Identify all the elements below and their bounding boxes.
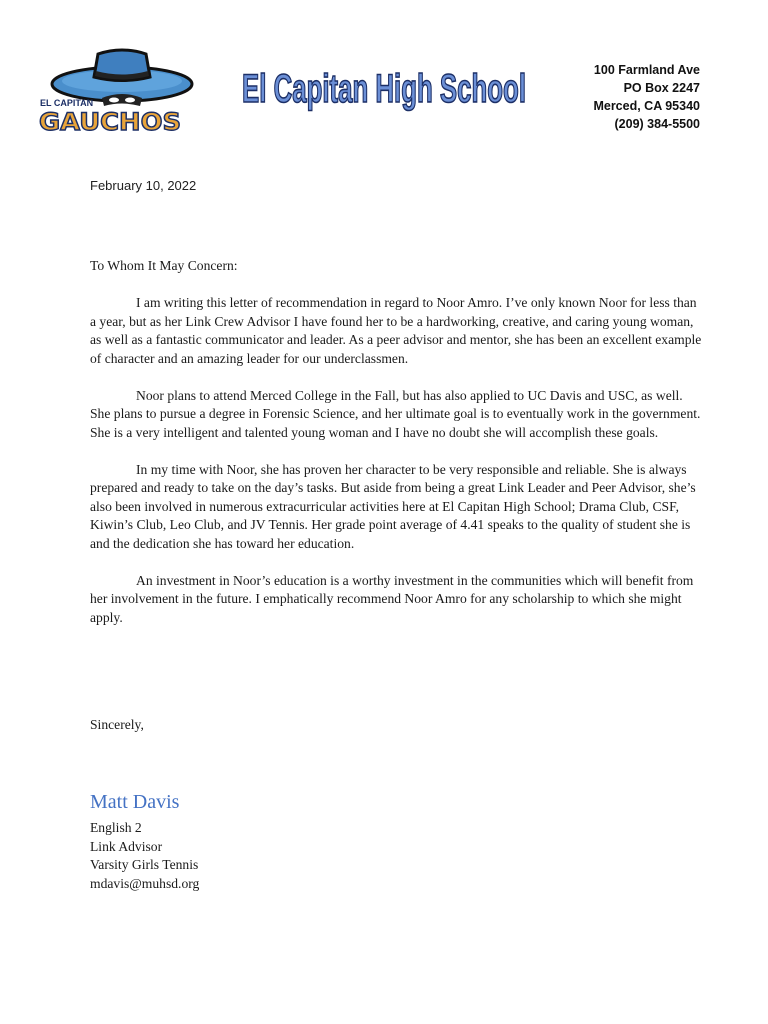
address-po-box: PO Box 2247 <box>623 81 700 95</box>
closing: Sincerely, <box>90 717 144 732</box>
body-paragraph-4: An investment in Noor’s education is a worthy investment in the communities which will benefit from her involvement in the future. I emphatically recommend Noor Amro for any scholarship to which she might apply. <box>90 572 694 625</box>
school-address <box>593 61 700 133</box>
logo-gauchos-text: GAUCHOS <box>39 108 181 136</box>
school-name-text: El Capitan High School <box>242 67 526 111</box>
address-street: 100 Farmland Ave <box>593 63 700 77</box>
body-paragraph-3: In my time with Noor, she has proven her character to be very responsible and reliable. She is always prepared and ready to take on the day’s tasks. But aside from being a great Link Leader and Peer Advisor, she’s also been involved in numerous extracurricular activities here at El Capitan High School; Drama Club, CSF, Kiwin’s Club, Leo Club, and JV Tennis. Her grade point average of 4.41 speaks to the quality of student she is and the dedication she has toward her education. <box>90 461 696 551</box>
signature-line-team: Varsity Girls Tennis <box>90 857 199 873</box>
body-paragraph-2: Noor plans to attend Merced College in the Fall, but has also applied to UC Davis and USC, as well. She plans to pursue a degree in Forensic Science, and her ultimate goal is to eventually work in the government. She is a very intelligent and talented young woman and I have no doubt she will accomplish these goals. <box>90 387 701 440</box>
logo-el-capitan-text: EL CAPITAN <box>40 98 94 108</box>
letter-body <box>90 257 702 646</box>
signature-details <box>90 819 199 893</box>
address-city: Merced, CA 95340 <box>593 99 700 113</box>
school-title <box>240 58 530 116</box>
salutation: To Whom It May Concern: <box>90 258 238 273</box>
signature-line-class: English 2 <box>90 820 142 835</box>
signature-name: Matt Davis <box>90 791 180 813</box>
gauchos-logo <box>36 44 196 136</box>
letter-date: February 10, 2022 <box>90 178 197 193</box>
signature-line-role: Link Advisor <box>90 838 163 854</box>
address-phone: (209) 384-5500 <box>614 117 700 131</box>
body-paragraph-1: I am writing this letter of recommendation in regard to Noor Amro. I’ve only known Noor for less than a year, but as her Link Crew Advisor I have found her to be a hardworking, creative, and caring young woman, as well as a fantastic communicator and leader. As a peer advisor and mentor, she has been an excellent example of character and an amazing leader for our underclassmen. <box>90 295 702 366</box>
signature-email[interactable]: mdavis@muhsd.org <box>90 875 200 891</box>
